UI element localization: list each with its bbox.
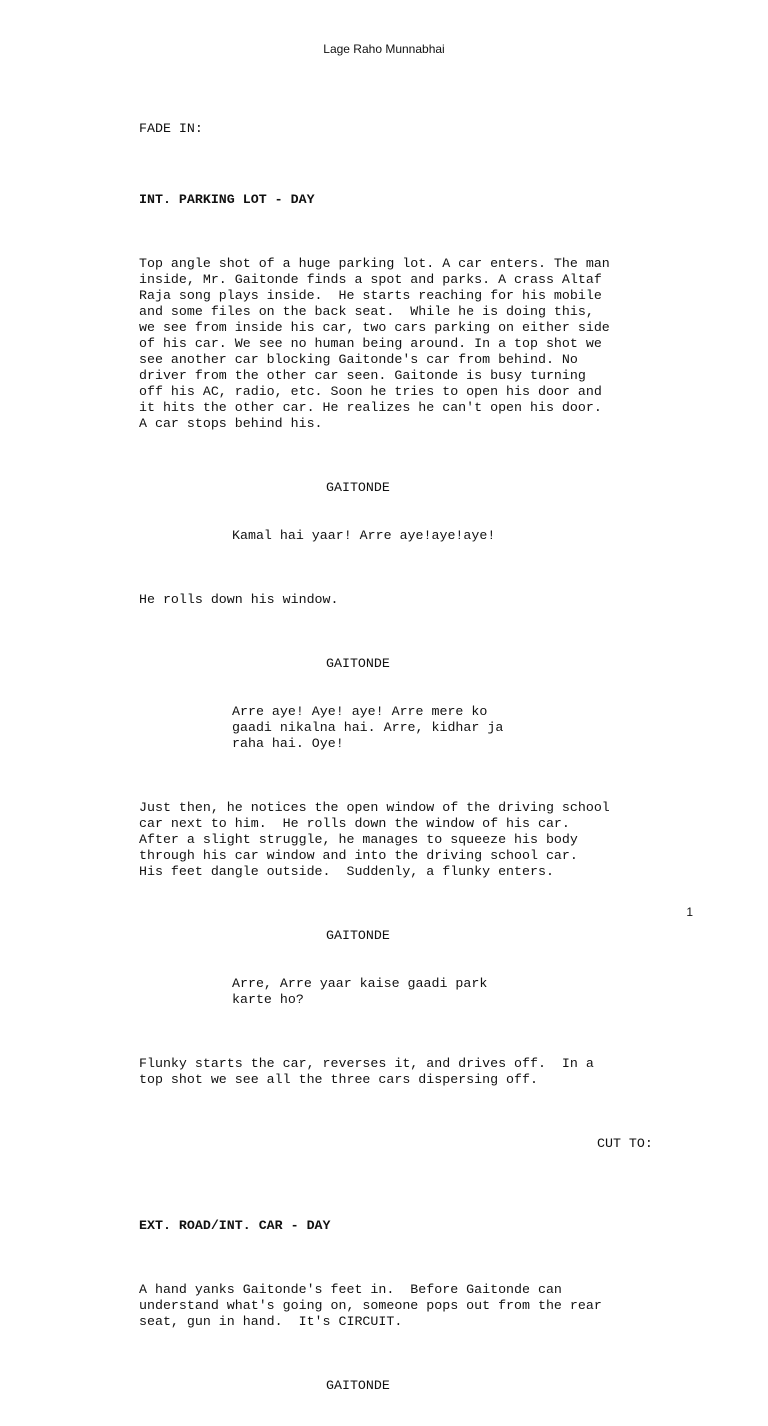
character-name-2: GAITONDE [326,656,390,671]
character-name-3: GAITONDE [326,928,390,943]
character-name-4: GAITONDE [326,1378,390,1393]
action-paragraph-5: A hand yanks Gaitonde's feet in. Before Gaitonde can understand what's going on, someone pops out from the rear seat, gun in hand. It's CIRCUIT. [139,1282,602,1329]
scene-heading-1: INT. PARKING LOT - DAY [139,192,315,207]
page-number: 1 [686,905,693,919]
dialogue-2: Arre aye! Aye! aye! Arre mere ko gaadi nikalna hai. Arre, kidhar ja raha hai. Oye! [232,704,504,751]
action-paragraph-1: Top angle shot of a huge parking lot. A car enters. The man inside, Mr. Gaitonde finds a spot and parks. A crass Altaf Raja song plays inside. He starts reaching for his mobile and some files on the back seat. While he is doing this, we see from inside his car, two cars parking on either side of his car. We see no human being around. In a top shot we see another car blocking Gaitonde's car from behind. No driver from the other car seen. Gaitonde is busy turning off his AC, radio, etc. Soon he tries to open his door and it hits the other car. He realizes he can't open his door. A car stops behind his. [139,256,610,431]
screenplay-body [139,89,699,1426]
action-paragraph-4: Flunky starts the car, reverses it, and drives off. In a top shot we see all the three cars dispersing off. [139,1056,594,1087]
transition-fade-in: FADE IN: [139,121,203,136]
header-title: Lage Raho Munnabhai [323,42,445,56]
dialogue-3: Arre, Arre yaar kaise gaadi park karte ho? [232,976,488,1007]
scene-heading-2: EXT. ROAD/INT. CAR - DAY [139,1218,331,1233]
dialogue-1: Kamal hai yaar! Arre aye!aye!aye! [232,528,496,543]
character-name-1: GAITONDE [326,480,390,495]
action-paragraph-3: Just then, he notices the open window of the driving school car next to him. He rolls down the window of his car. After a slight struggle, he manages to squeeze his body through his car window and into the driving school car. His feet dangle outside. Suddenly, a flunky enters. [139,800,610,879]
action-paragraph-2: He rolls down his window. [139,592,339,607]
transition-cut-to: CUT TO: [597,1136,653,1151]
